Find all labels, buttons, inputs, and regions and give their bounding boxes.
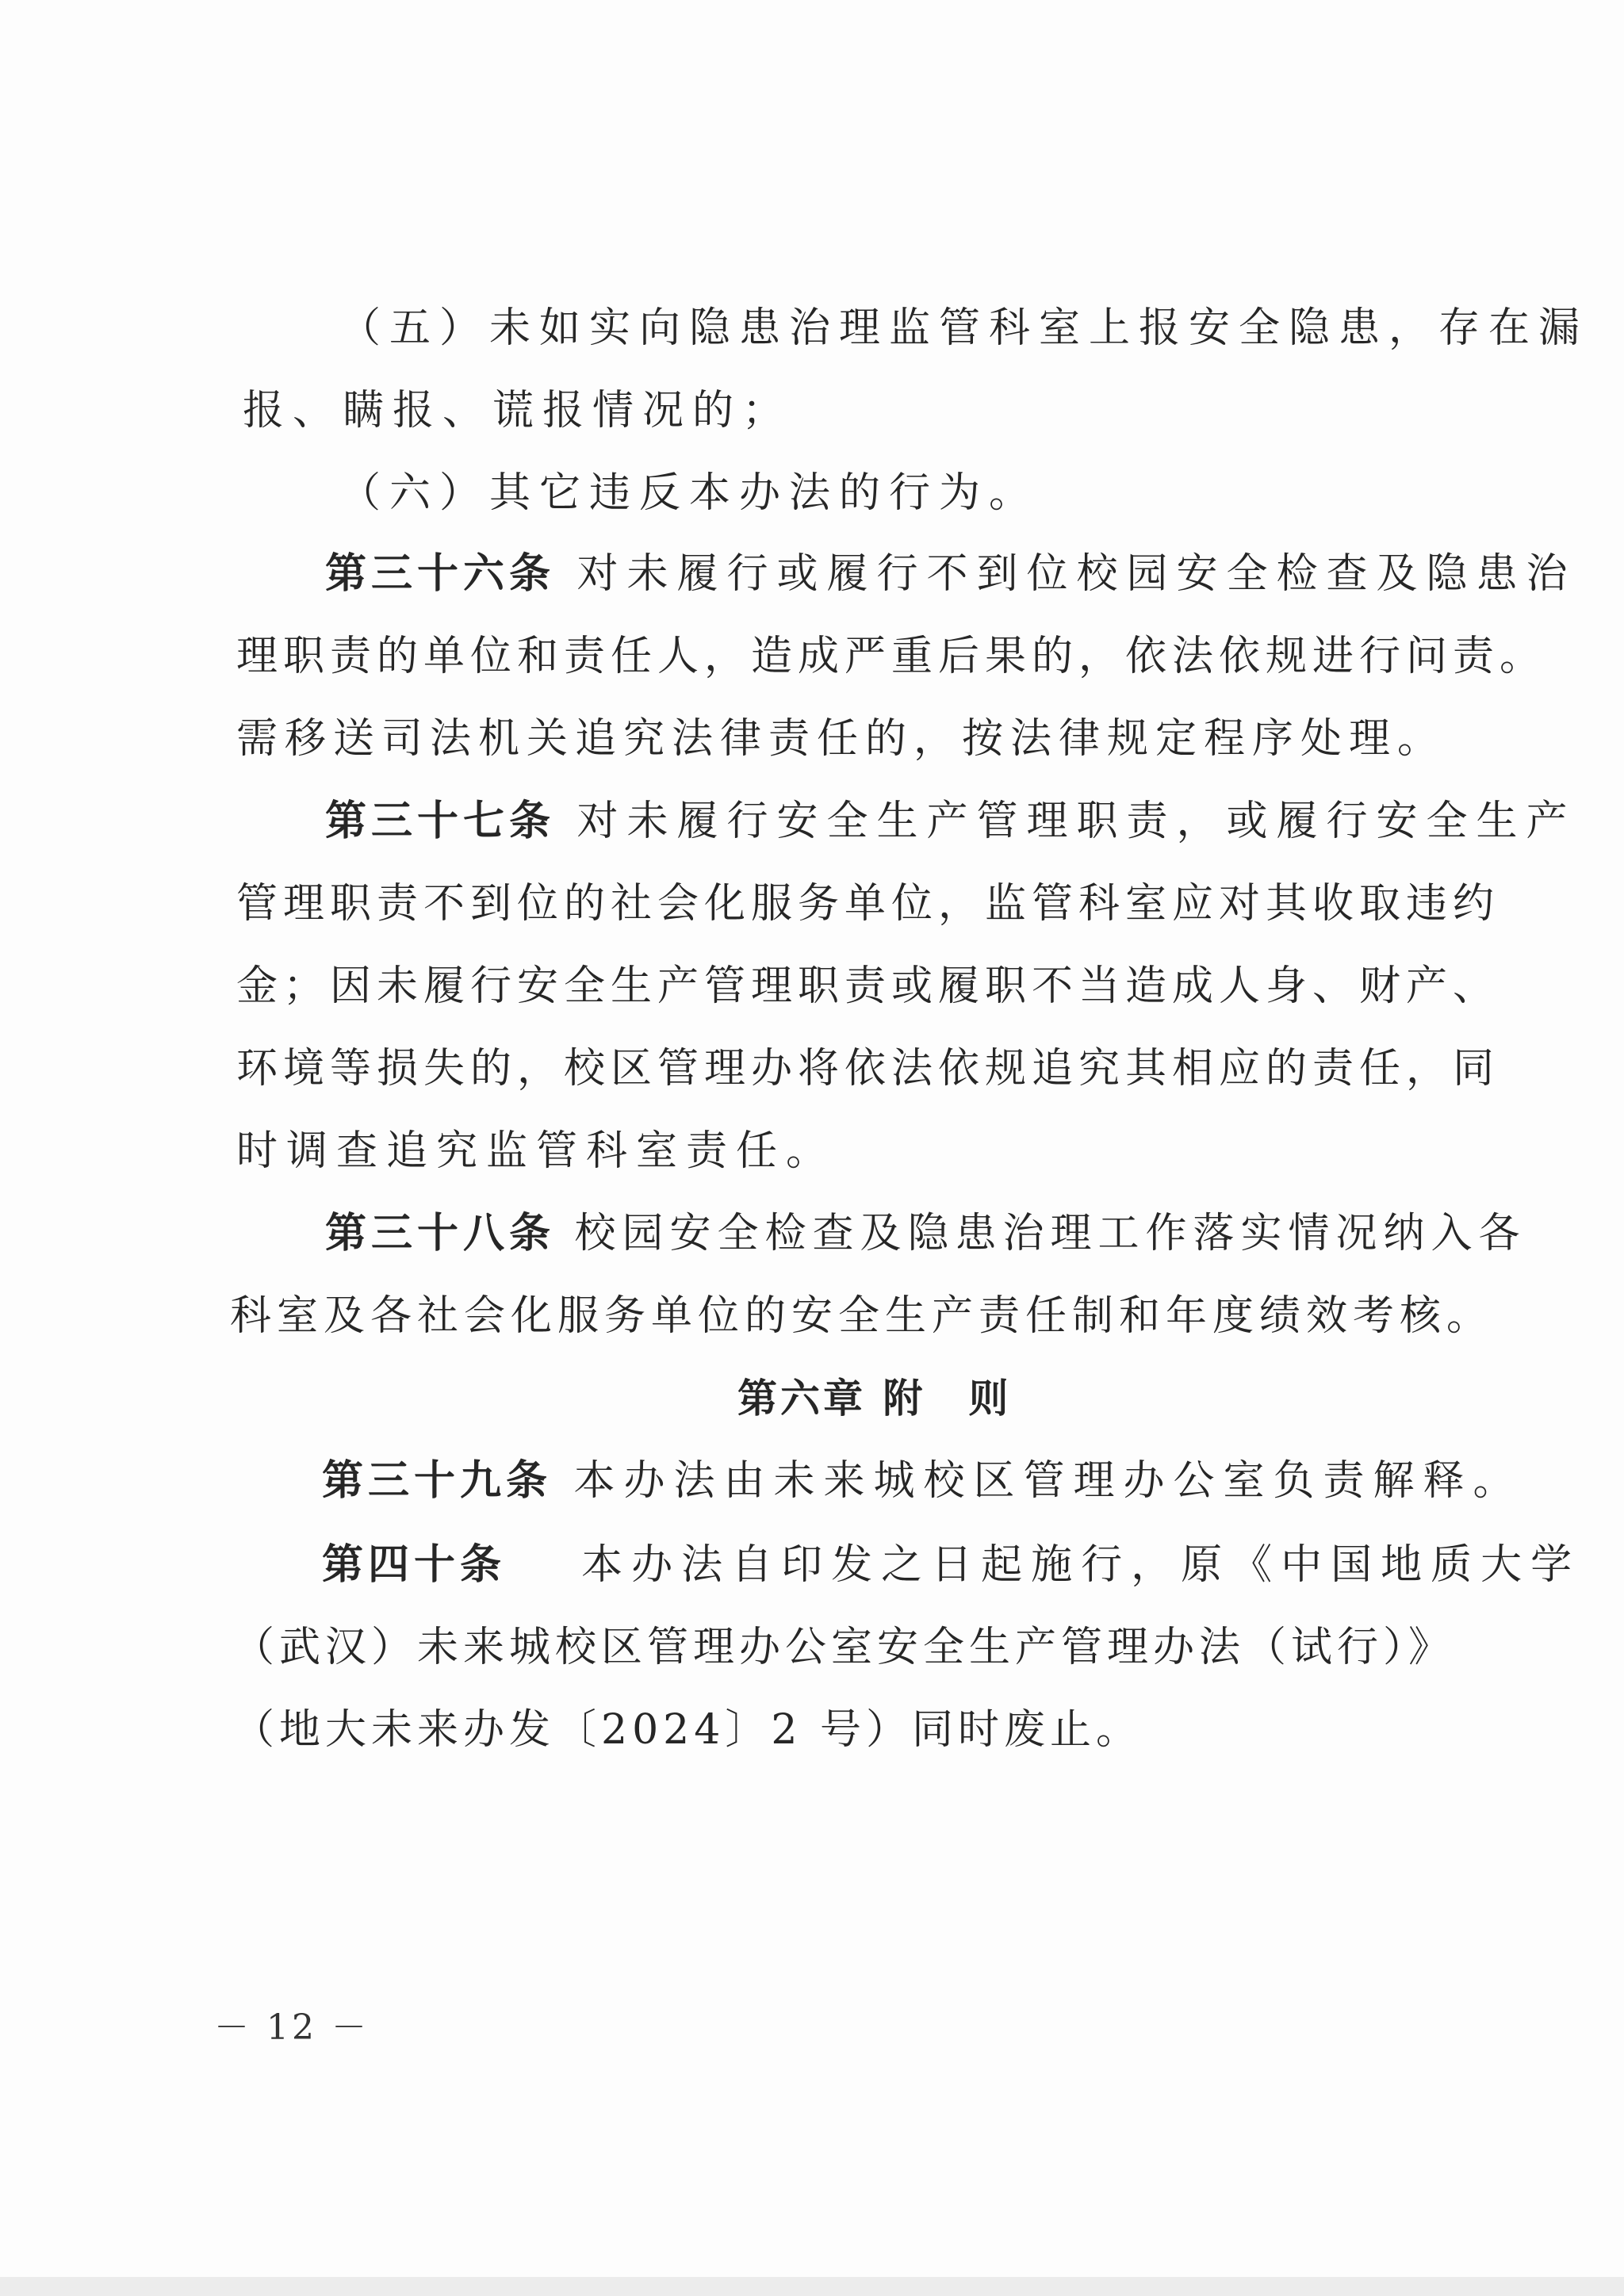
article-39-line-1 — [322, 1457, 1523, 1505]
article-37-text-1: 对未履行安全生产管理职责，或履行安全生产 — [576, 798, 1576, 845]
article-36-text-1: 对未履行或履行不到位校园安全检查及隐患治 — [576, 550, 1576, 598]
article-37-line-3: 金；因未履行安全生产管理职责或履职不当造成人身、财产、 — [236, 962, 1500, 1010]
article-38-text-1: 校园安全检查及隐患治理工作落实情况纳入各 — [574, 1210, 1526, 1257]
article-37-line-4: 环境等损失的，校区管理办将依法依规追究其相应的责任，同 — [236, 1045, 1500, 1093]
article-36-label: 第三十六条 — [325, 550, 556, 598]
article-40-label: 第四十条 — [322, 1541, 507, 1589]
article-40-text-1: 本办法自印发之日起施行，原《中国地质大学 — [581, 1541, 1581, 1589]
article-40-line-3: （地大未来办发〔2024〕2 号）同时废止。 — [233, 1706, 1142, 1754]
article-38-line-2: 科室及各社会化服务单位的安全生产责任制和年度绩效考核。 — [230, 1292, 1494, 1340]
clause-five-line-2: 报、瞒报、谎报情况的； — [243, 387, 793, 434]
article-37-line-1 — [325, 798, 1576, 845]
article-37-line-2: 管理职责不到位的社会化服务单位，监管科室应对其收取违约 — [236, 880, 1500, 928]
article-40-line-2: （武汉）未来城校区管理办公室安全生产管理办法（试行）》 — [233, 1624, 1455, 1671]
article-37-label: 第三十七条 — [325, 798, 556, 845]
article-40-line-1 — [322, 1541, 1580, 1589]
scan-bottom-edge — [0, 2277, 1624, 2296]
article-36-line-1 — [325, 550, 1576, 598]
article-37-line-5: 时调查追究监管科室责任。 — [236, 1127, 837, 1175]
clause-six-line: （六）其它违反本办法的行为。 — [339, 469, 1040, 517]
article-39-text-1: 本办法由未来城校区管理办公室负责解释。 — [573, 1457, 1523, 1505]
article-38-label: 第三十八条 — [325, 1210, 556, 1257]
article-36-line-2: 理职责的单位和责任人，造成严重后果的，依法依规进行问责。 — [236, 633, 1547, 680]
article-39-label: 第三十九条 — [322, 1457, 553, 1505]
page-number: － 12 － — [214, 2007, 370, 2048]
article-38-line-1 — [325, 1210, 1526, 1257]
clause-five-line-1: （五）未如实向隐患治理监管科室上报安全隐患，存在漏 — [339, 304, 1589, 352]
chapter-six-heading: 第六章 附 则 — [737, 1376, 1012, 1422]
article-36-line-3: 需移送司法机关追究法律责任的，按法律规定程序处理。 — [236, 715, 1446, 763]
